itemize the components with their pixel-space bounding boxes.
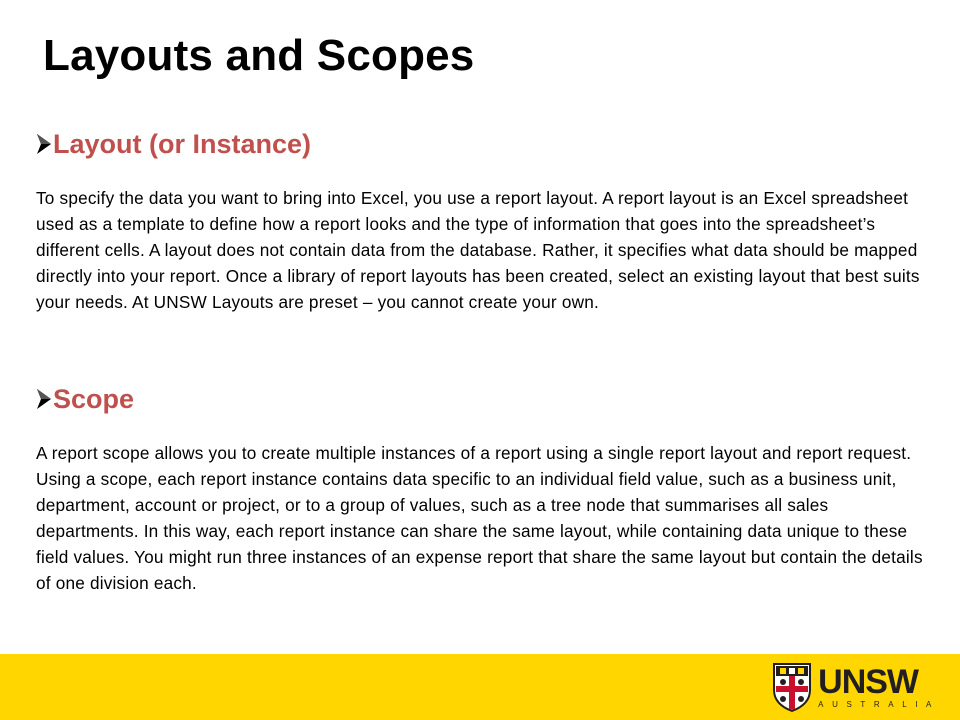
arrow-bullet-icon (36, 133, 52, 155)
unsw-logo (772, 660, 940, 714)
unsw-crest-icon (772, 662, 812, 712)
slide-title: Layouts and Scopes (43, 31, 475, 80)
section-heading-label: Scope (53, 384, 135, 414)
section-heading-label: Layout (or Instance) (53, 129, 312, 159)
section-body-scope: A report scope allows you to create multiple instances of a report using a single report layout and report request. Using a scope, each report instance contains data specific to an individual field value, such as a business unit, department, account or project, or to a group of values, such as a tree node that summarises all sales departments. In this way, each report instance can share the same layout, while containing data unique to these field values. You might run three instances of an expense report that share the same layout but contain the details of one division each. (36, 443, 923, 594)
section-heading-layout (36, 127, 311, 161)
section-body-layout: To specify the data you want to bring into Excel, you use a report layout. A report layout is an Excel spreadsheet used as a template to define how a report looks and the type of information that goes into the spreadsheet’s different cells. A layout does not contain data from the database. Rather, it specifies what data should be mapped directly into your report. Once a library of report layouts has been created, select an existing layout that best suits your needs. At UNSW Layouts are preset – you cannot create your own. (36, 188, 920, 313)
logo-country: AUSTRALIA (818, 699, 940, 709)
footer-band (0, 654, 960, 720)
logo-wordmark: UNSW (818, 662, 919, 701)
arrow-bullet-icon (36, 388, 52, 410)
section-heading-scope (36, 382, 134, 416)
